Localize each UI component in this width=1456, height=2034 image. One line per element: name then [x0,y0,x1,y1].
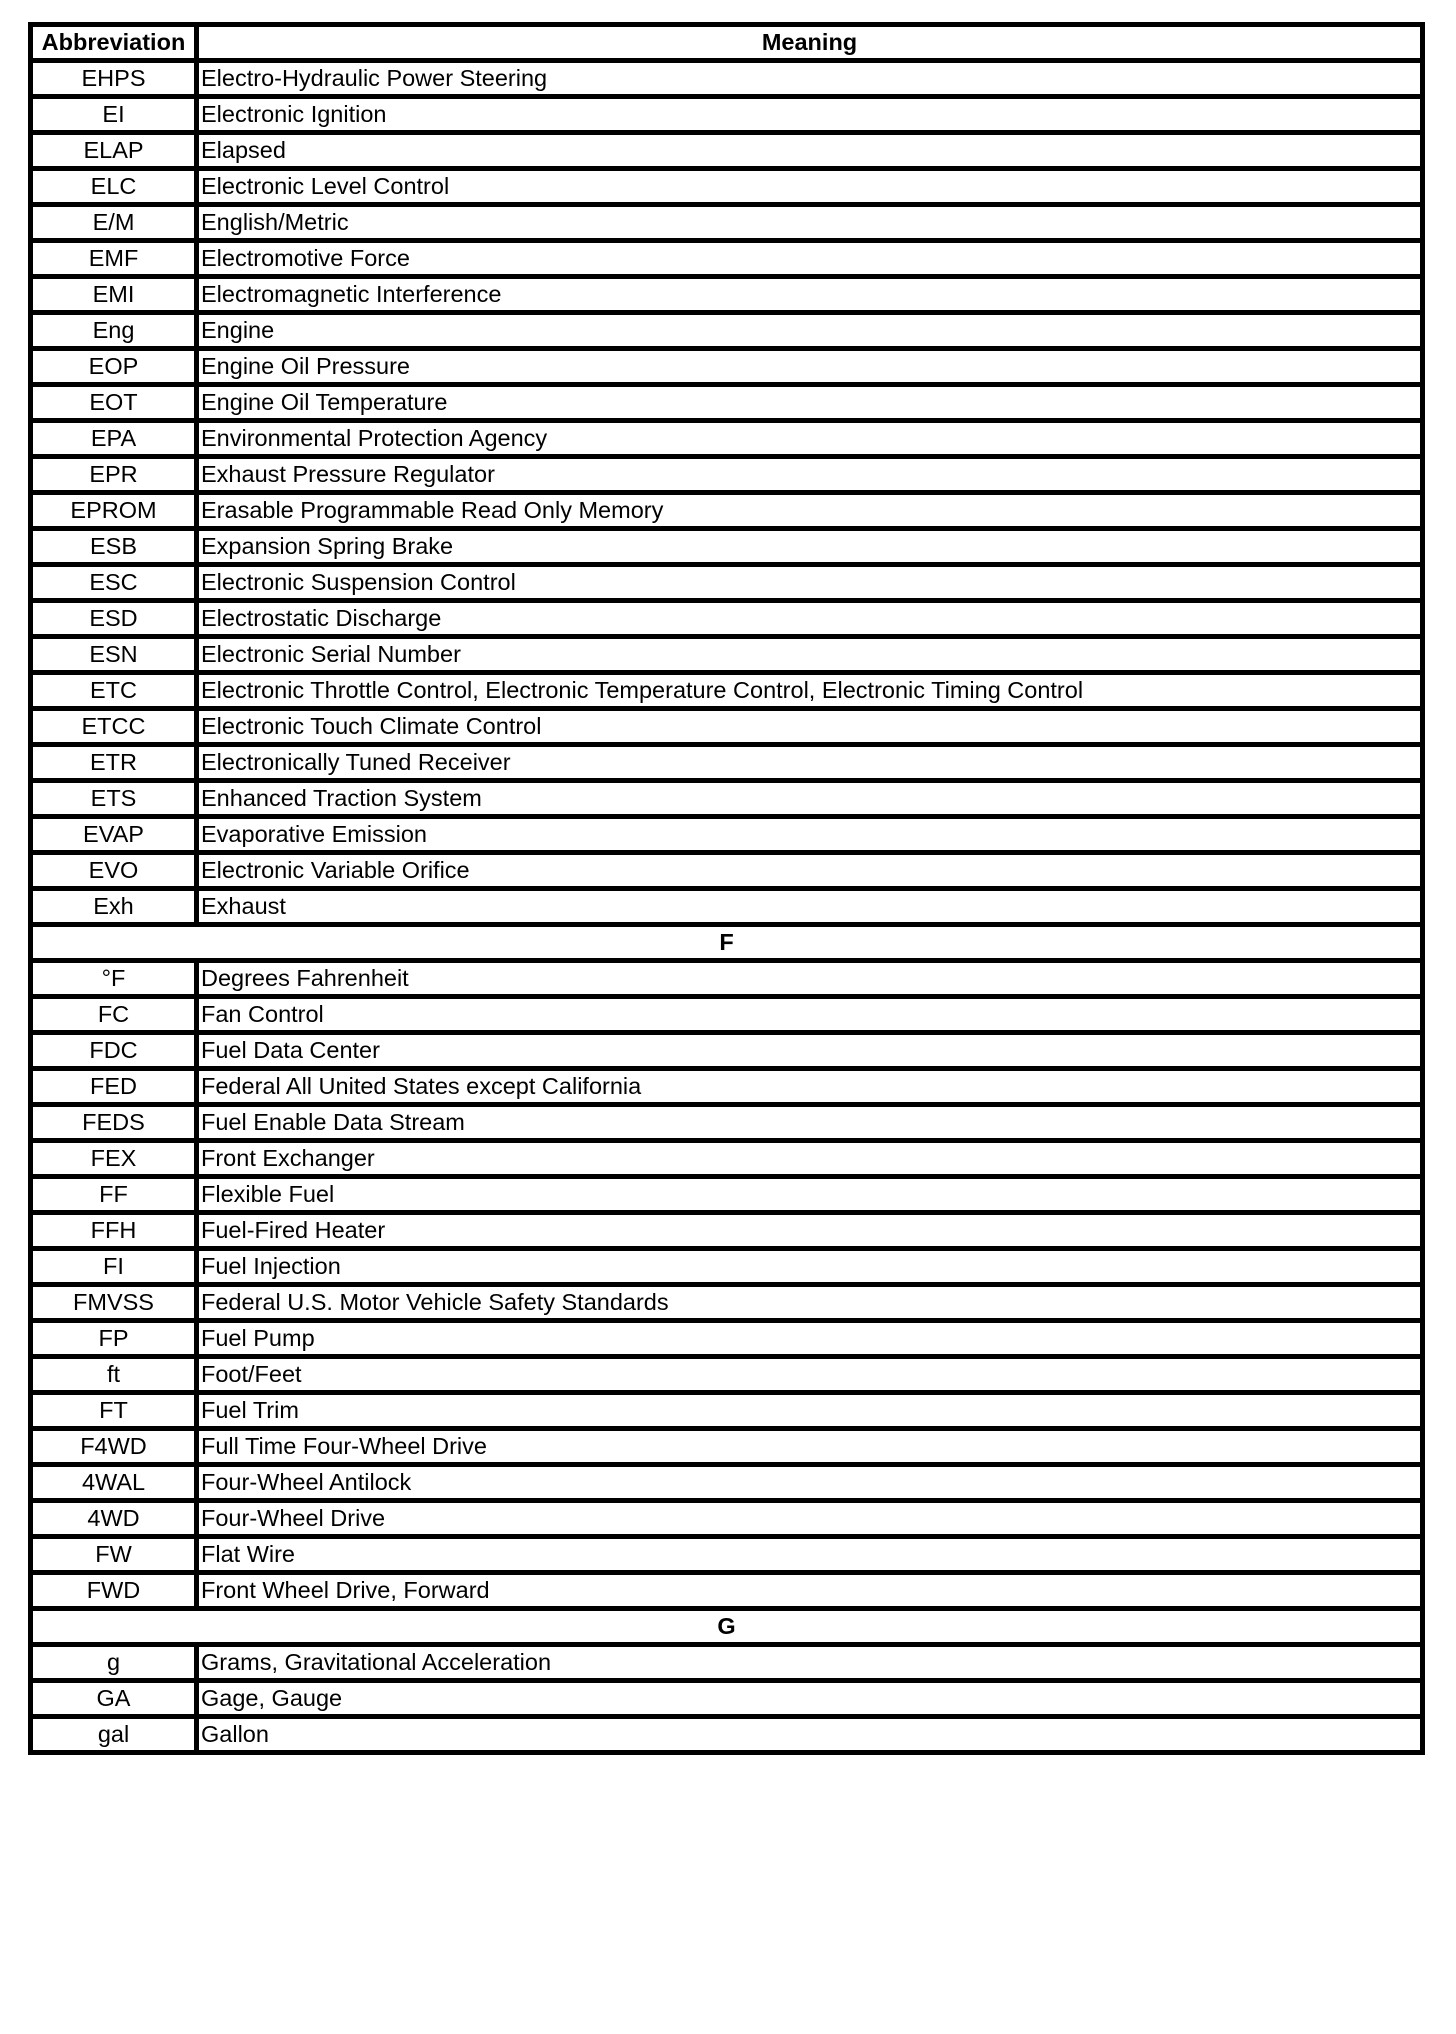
abbreviation-cell: EMF [31,241,197,277]
table-row [31,565,1423,601]
abbreviation-cell: E/M [31,205,197,241]
meaning-cell: Electromotive Force [197,241,1423,277]
meaning-cell: Foot/Feet [197,1357,1423,1393]
table-row [31,1645,1423,1681]
abbreviation-cell: 4WD [31,1501,197,1537]
table-row [31,853,1423,889]
abbreviation-cell: ETR [31,745,197,781]
table-row [31,781,1423,817]
meaning-cell: Electronic Variable Orifice [197,853,1423,889]
meaning-cell: Electronic Throttle Control, Electronic Temperature Control, Electronic Timing Control [197,673,1423,709]
abbreviation-cell: ESC [31,565,197,601]
meaning-cell: Electronic Level Control [197,169,1423,205]
table-row [31,1321,1423,1357]
section-row [31,1609,1423,1645]
meaning-cell: Evaporative Emission [197,817,1423,853]
table-row [31,1105,1423,1141]
abbreviation-cell: °F [31,961,197,997]
meaning-cell: Exhaust Pressure Regulator [197,457,1423,493]
abbreviation-cell: EVAP [31,817,197,853]
abbreviation-cell: ETS [31,781,197,817]
meaning-cell: Environmental Protection Agency [197,421,1423,457]
abbreviation-cell: EVO [31,853,197,889]
table-row [31,673,1423,709]
table-row [31,1285,1423,1321]
abbreviation-cell: ESD [31,601,197,637]
meaning-cell: Engine [197,313,1423,349]
meaning-cell: Electronically Tuned Receiver [197,745,1423,781]
meaning-cell: Fuel Pump [197,1321,1423,1357]
abbreviation-cell: ESB [31,529,197,565]
table-row [31,1141,1423,1177]
table-row [31,529,1423,565]
abbreviation-cell: EMI [31,277,197,313]
abbreviation-cell: Exh [31,889,197,925]
abbreviation-cell: ELAP [31,133,197,169]
table-row [31,205,1423,241]
abbreviation-cell: FMVSS [31,1285,197,1321]
meaning-cell: Electro-Hydraulic Power Steering [197,61,1423,97]
meaning-cell: Front Exchanger [197,1141,1423,1177]
table-row [31,961,1423,997]
abbreviation-cell: FFH [31,1213,197,1249]
table-row [31,601,1423,637]
abbreviation-cell: EI [31,97,197,133]
abbreviation-column-header: Abbreviation [31,25,197,61]
abbreviation-cell: EPR [31,457,197,493]
table-body [31,61,1423,1753]
abbreviations-table [28,22,1425,1755]
meaning-cell: Fuel Data Center [197,1033,1423,1069]
abbreviation-cell: FT [31,1393,197,1429]
table-row [31,1537,1423,1573]
table-row [31,1501,1423,1537]
table-row [31,313,1423,349]
section-heading: F [31,925,1423,961]
table-row [31,169,1423,205]
table-row [31,745,1423,781]
meaning-cell: Electronic Touch Climate Control [197,709,1423,745]
meaning-cell: Federal All United States except California [197,1069,1423,1105]
meaning-cell: Gallon [197,1717,1423,1753]
table-row [31,637,1423,673]
abbreviation-cell: ETCC [31,709,197,745]
table-row [31,493,1423,529]
abbreviation-cell: GA [31,1681,197,1717]
abbreviation-cell: ESN [31,637,197,673]
abbreviation-cell: EPA [31,421,197,457]
table-row [31,457,1423,493]
meaning-cell: Exhaust [197,889,1423,925]
meaning-cell: Elapsed [197,133,1423,169]
table-row [31,61,1423,97]
table-row [31,1357,1423,1393]
abbreviation-cell: EHPS [31,61,197,97]
meaning-cell: Fuel-Fired Heater [197,1213,1423,1249]
meaning-cell: Fan Control [197,997,1423,1033]
table-row [31,709,1423,745]
meaning-cell: Gage, Gauge [197,1681,1423,1717]
meaning-cell: Electronic Suspension Control [197,565,1423,601]
abbreviation-cell: ELC [31,169,197,205]
meaning-cell: Expansion Spring Brake [197,529,1423,565]
meaning-cell: Flat Wire [197,1537,1423,1573]
meaning-cell: Engine Oil Temperature [197,385,1423,421]
abbreviation-cell: FC [31,997,197,1033]
meaning-cell: English/Metric [197,205,1423,241]
table-row [31,349,1423,385]
section-heading: G [31,1609,1423,1645]
abbreviation-cell: FW [31,1537,197,1573]
table-row [31,421,1423,457]
meaning-cell: Full Time Four-Wheel Drive [197,1429,1423,1465]
abbreviation-cell: g [31,1645,197,1681]
table-row [31,997,1423,1033]
meaning-cell: Electromagnetic Interference [197,277,1423,313]
table-row [31,1573,1423,1609]
header-row [31,25,1423,61]
abbreviation-cell: ETC [31,673,197,709]
meaning-cell: Fuel Trim [197,1393,1423,1429]
abbreviation-cell: FWD [31,1573,197,1609]
abbreviation-cell: FF [31,1177,197,1213]
abbreviation-cell: ft [31,1357,197,1393]
abbreviation-cell: EPROM [31,493,197,529]
meaning-cell: Erasable Programmable Read Only Memory [197,493,1423,529]
table-row [31,1393,1423,1429]
meaning-cell: Fuel Injection [197,1249,1423,1285]
table-row [31,1465,1423,1501]
abbreviation-cell: F4WD [31,1429,197,1465]
meaning-cell: Grams, Gravitational Acceleration [197,1645,1423,1681]
table-row [31,385,1423,421]
meaning-cell: Degrees Fahrenheit [197,961,1423,997]
meaning-cell: Enhanced Traction System [197,781,1423,817]
table-row [31,133,1423,169]
table-row [31,1069,1423,1105]
section-row [31,925,1423,961]
abbreviation-cell: 4WAL [31,1465,197,1501]
table-row [31,1033,1423,1069]
table-row [31,889,1423,925]
meaning-column-header: Meaning [197,25,1423,61]
meaning-cell: Electronic Ignition [197,97,1423,133]
table-row [31,1177,1423,1213]
abbreviation-cell: FEDS [31,1105,197,1141]
table-row [31,1249,1423,1285]
abbreviation-cell: FP [31,1321,197,1357]
table-row [31,241,1423,277]
meaning-cell: Fuel Enable Data Stream [197,1105,1423,1141]
abbreviation-cell: FI [31,1249,197,1285]
abbreviation-cell: FDC [31,1033,197,1069]
table-row [31,1717,1423,1753]
abbreviation-cell: FEX [31,1141,197,1177]
abbreviation-cell: EOT [31,385,197,421]
meaning-cell: Engine Oil Pressure [197,349,1423,385]
meaning-cell: Four-Wheel Antilock [197,1465,1423,1501]
abbreviation-cell: FED [31,1069,197,1105]
meaning-cell: Front Wheel Drive, Forward [197,1573,1423,1609]
meaning-cell: Electrostatic Discharge [197,601,1423,637]
meaning-cell: Flexible Fuel [197,1177,1423,1213]
table-row [31,97,1423,133]
table-row [31,1429,1423,1465]
meaning-cell: Four-Wheel Drive [197,1501,1423,1537]
table-row [31,817,1423,853]
abbreviation-cell: Eng [31,313,197,349]
table-row [31,277,1423,313]
abbreviation-cell: gal [31,1717,197,1753]
abbreviation-cell: EOP [31,349,197,385]
meaning-cell: Electronic Serial Number [197,637,1423,673]
meaning-cell: Federal U.S. Motor Vehicle Safety Standards [197,1285,1423,1321]
table-row [31,1213,1423,1249]
table-row [31,1681,1423,1717]
